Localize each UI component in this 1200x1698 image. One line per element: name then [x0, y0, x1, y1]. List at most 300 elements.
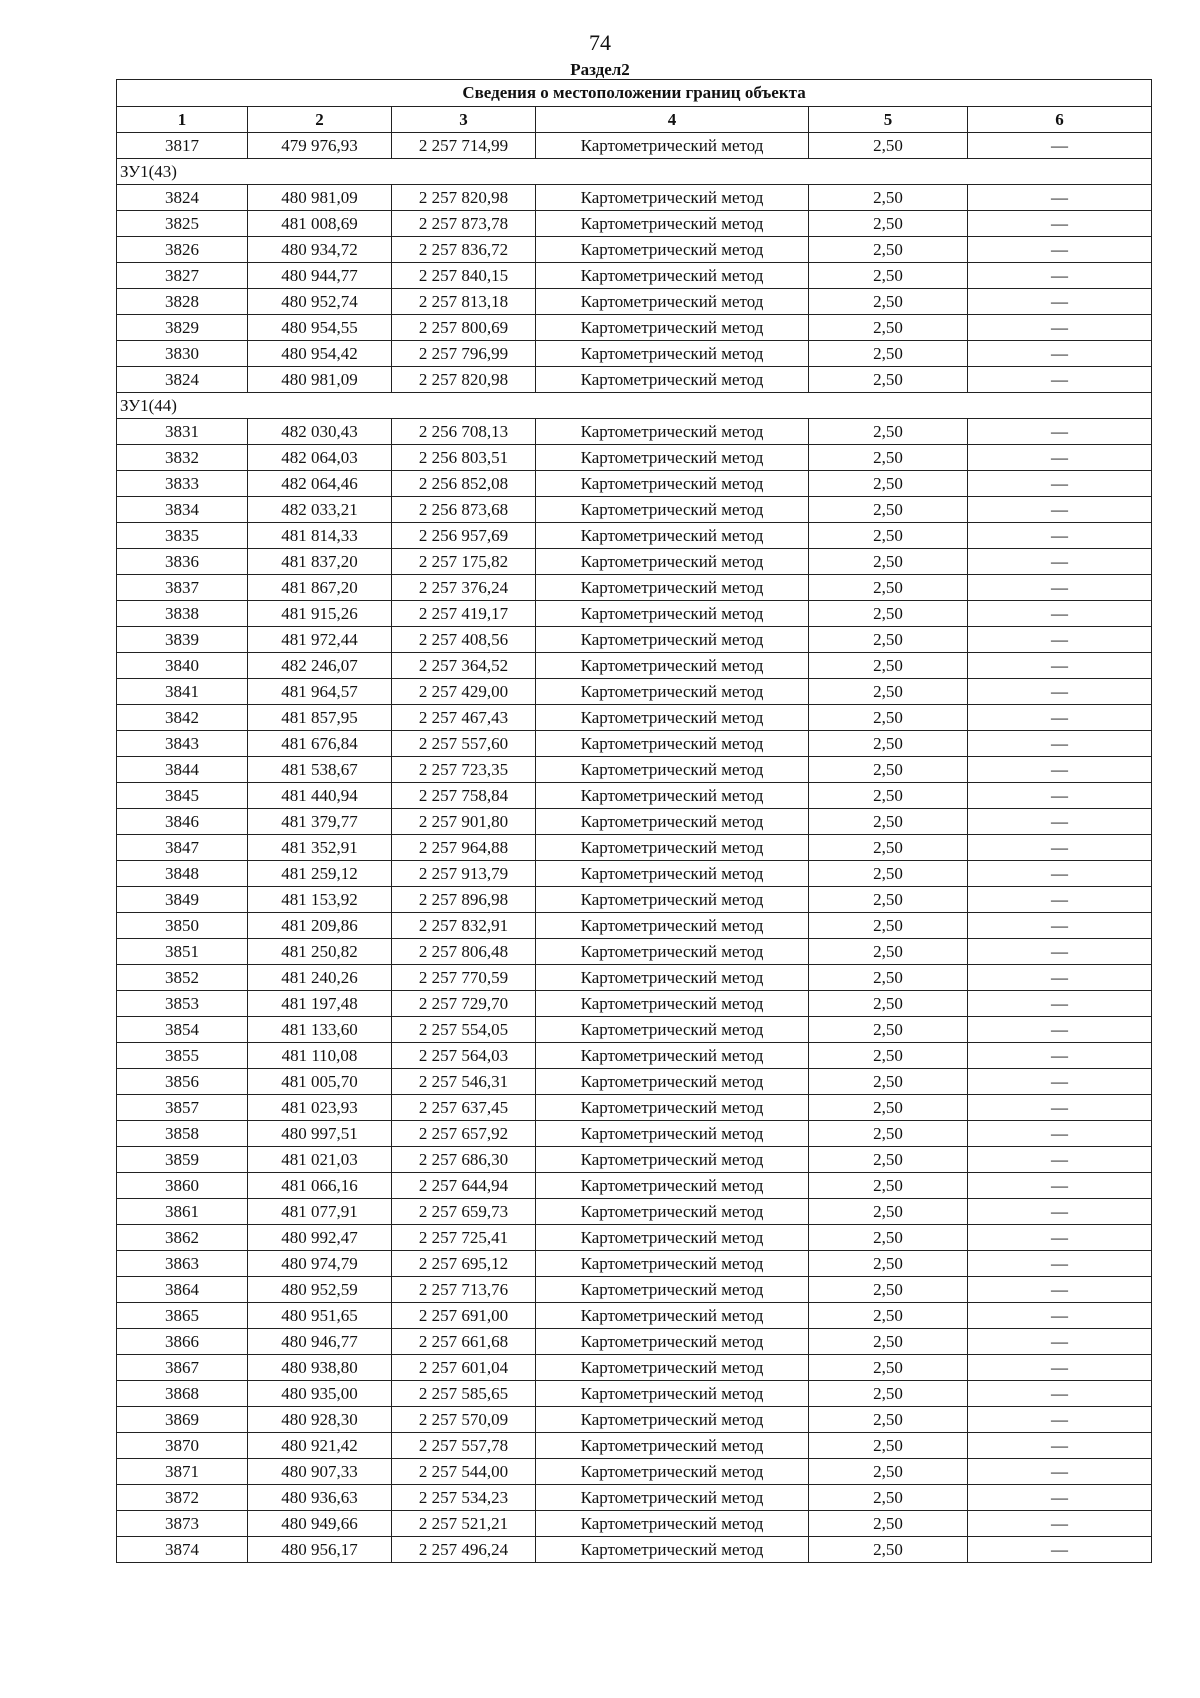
cell-point-number: 3830 — [117, 341, 248, 367]
cell-coord-x: 480 907,33 — [248, 1459, 392, 1485]
table-row — [117, 1043, 1152, 1069]
cell-coord-x: 481 259,12 — [248, 861, 392, 887]
cell-description: — — [968, 757, 1152, 783]
page-number: 74 — [589, 30, 611, 55]
cell-coord-y: 2 257 832,91 — [392, 913, 536, 939]
cell-coord-y: 2 257 467,43 — [392, 705, 536, 731]
cell-method: Картометрический метод — [536, 185, 809, 211]
cell-method: Картометрический метод — [536, 1017, 809, 1043]
cell-coord-y: 2 257 644,94 — [392, 1173, 536, 1199]
cell-point-number: 3852 — [117, 965, 248, 991]
cell-precision: 2,50 — [809, 367, 968, 393]
cell-precision: 2,50 — [809, 1147, 968, 1173]
cell-coord-x: 480 974,79 — [248, 1251, 392, 1277]
cell-point-number: 3849 — [117, 887, 248, 913]
cell-point-number: 3862 — [117, 1225, 248, 1251]
cell-point-number: 3872 — [117, 1485, 248, 1511]
table-row — [117, 133, 1152, 159]
cell-method: Картометрический метод — [536, 1511, 809, 1537]
cell-description: — — [968, 1251, 1152, 1277]
cell-description: — — [968, 1407, 1152, 1433]
cell-description: — — [968, 913, 1152, 939]
cell-coord-x: 482 033,21 — [248, 497, 392, 523]
cell-point-number: 3871 — [117, 1459, 248, 1485]
cell-coord-y: 2 257 758,84 — [392, 783, 536, 809]
cell-point-number: 3846 — [117, 809, 248, 835]
cell-coord-x: 480 934,72 — [248, 237, 392, 263]
table-row — [117, 601, 1152, 627]
table-row — [117, 1459, 1152, 1485]
cell-method: Картометрический метод — [536, 1251, 809, 1277]
table-body — [117, 133, 1152, 1563]
cell-method: Картометрический метод — [536, 1537, 809, 1563]
cell-description: — — [968, 1381, 1152, 1407]
cell-point-number: 3856 — [117, 1069, 248, 1095]
cell-coord-x: 481 153,92 — [248, 887, 392, 913]
cell-description: — — [968, 1459, 1152, 1485]
table-row — [117, 1407, 1152, 1433]
cell-description: — — [968, 471, 1152, 497]
cell-precision: 2,50 — [809, 341, 968, 367]
cell-coord-x: 481 133,60 — [248, 1017, 392, 1043]
table-row — [117, 523, 1152, 549]
table-row — [117, 341, 1152, 367]
cell-precision: 2,50 — [809, 575, 968, 601]
cell-coord-y: 2 257 806,48 — [392, 939, 536, 965]
cell-precision: 2,50 — [809, 497, 968, 523]
cell-point-number: 3868 — [117, 1381, 248, 1407]
cell-coord-y: 2 257 714,99 — [392, 133, 536, 159]
column-header-3: 3 — [392, 107, 536, 133]
table-row — [117, 1329, 1152, 1355]
cell-point-number: 3817 — [117, 133, 248, 159]
cell-coord-y: 2 256 957,69 — [392, 523, 536, 549]
cell-description: — — [968, 627, 1152, 653]
cell-method: Картометрический метод — [536, 237, 809, 263]
cell-coord-y: 2 257 901,80 — [392, 809, 536, 835]
cell-method: Картометрический метод — [536, 1433, 809, 1459]
cell-precision: 2,50 — [809, 809, 968, 835]
cell-method: Картометрический метод — [536, 471, 809, 497]
column-header-2: 2 — [248, 107, 392, 133]
cell-point-number: 3837 — [117, 575, 248, 601]
cell-point-number: 3844 — [117, 757, 248, 783]
cell-description: — — [968, 1095, 1152, 1121]
cell-precision: 2,50 — [809, 1459, 968, 1485]
cell-coord-y: 2 257 691,00 — [392, 1303, 536, 1329]
cell-coord-x: 481 837,20 — [248, 549, 392, 575]
table-row — [117, 1537, 1152, 1563]
cell-coord-x: 481 964,57 — [248, 679, 392, 705]
cell-coord-y: 2 257 175,82 — [392, 549, 536, 575]
cell-precision: 2,50 — [809, 185, 968, 211]
cell-method: Картометрический метод — [536, 575, 809, 601]
cell-description: — — [968, 575, 1152, 601]
cell-description: — — [968, 861, 1152, 887]
column-header-5: 5 — [809, 107, 968, 133]
cell-point-number: 3831 — [117, 419, 248, 445]
cell-precision: 2,50 — [809, 1511, 968, 1537]
cell-point-number: 3841 — [117, 679, 248, 705]
cell-precision: 2,50 — [809, 471, 968, 497]
cell-precision: 2,50 — [809, 1485, 968, 1511]
cell-coord-x: 481 250,82 — [248, 939, 392, 965]
cell-description: — — [968, 211, 1152, 237]
cell-precision: 2,50 — [809, 939, 968, 965]
table-row — [117, 419, 1152, 445]
cell-method: Картометрический метод — [536, 549, 809, 575]
cell-point-number: 3859 — [117, 1147, 248, 1173]
cell-description: — — [968, 1433, 1152, 1459]
cell-description: — — [968, 1043, 1152, 1069]
cell-point-number: 3866 — [117, 1329, 248, 1355]
table-row — [117, 809, 1152, 835]
cell-point-number: 3864 — [117, 1277, 248, 1303]
table-row — [117, 939, 1152, 965]
cell-description: — — [968, 185, 1152, 211]
cell-coord-x: 481 915,26 — [248, 601, 392, 627]
cell-method: Картометрический метод — [536, 497, 809, 523]
cell-description: — — [968, 263, 1152, 289]
cell-coord-x: 480 951,65 — [248, 1303, 392, 1329]
group-label: ЗУ1(43) — [117, 159, 1152, 185]
cell-point-number: 3857 — [117, 1095, 248, 1121]
cell-method: Картометрический метод — [536, 419, 809, 445]
cell-precision: 2,50 — [809, 653, 968, 679]
cell-method: Картометрический метод — [536, 809, 809, 835]
cell-coord-y: 2 257 913,79 — [392, 861, 536, 887]
cell-coord-x: 482 064,03 — [248, 445, 392, 471]
cell-method: Картометрический метод — [536, 1407, 809, 1433]
cell-description: — — [968, 1173, 1152, 1199]
cell-precision: 2,50 — [809, 1537, 968, 1563]
cell-precision: 2,50 — [809, 1303, 968, 1329]
cell-coord-x: 481 077,91 — [248, 1199, 392, 1225]
cell-precision: 2,50 — [809, 1043, 968, 1069]
cell-description: — — [968, 1147, 1152, 1173]
cell-point-number: 3845 — [117, 783, 248, 809]
cell-coord-x: 481 867,20 — [248, 575, 392, 601]
cell-coord-x: 481 538,67 — [248, 757, 392, 783]
table-row — [117, 679, 1152, 705]
cell-description: — — [968, 315, 1152, 341]
cell-coord-y: 2 257 601,04 — [392, 1355, 536, 1381]
cell-method: Картометрический метод — [536, 705, 809, 731]
cell-method: Картометрический метод — [536, 1147, 809, 1173]
cell-coord-x: 480 921,42 — [248, 1433, 392, 1459]
cell-method: Картометрический метод — [536, 1199, 809, 1225]
cell-description: — — [968, 1225, 1152, 1251]
cell-description: — — [968, 133, 1152, 159]
cell-coord-y: 2 257 729,70 — [392, 991, 536, 1017]
cell-precision: 2,50 — [809, 601, 968, 627]
table-row — [117, 861, 1152, 887]
cell-method: Картометрический метод — [536, 1381, 809, 1407]
cell-precision: 2,50 — [809, 679, 968, 705]
cell-description: — — [968, 835, 1152, 861]
cell-coord-y: 2 257 557,78 — [392, 1433, 536, 1459]
table-row — [117, 991, 1152, 1017]
cell-method: Картометрический метод — [536, 1121, 809, 1147]
cell-point-number: 3827 — [117, 263, 248, 289]
table-row — [117, 575, 1152, 601]
table-row — [117, 367, 1152, 393]
cell-point-number: 3824 — [117, 367, 248, 393]
cell-coord-x: 480 946,77 — [248, 1329, 392, 1355]
cell-coord-y: 2 257 429,00 — [392, 679, 536, 705]
cell-coord-y: 2 257 534,23 — [392, 1485, 536, 1511]
cell-description: — — [968, 991, 1152, 1017]
cell-point-number: 3850 — [117, 913, 248, 939]
cell-description: — — [968, 1277, 1152, 1303]
cell-precision: 2,50 — [809, 965, 968, 991]
cell-coord-x: 481 197,48 — [248, 991, 392, 1017]
cell-description: — — [968, 549, 1152, 575]
table-row — [117, 835, 1152, 861]
cell-method: Картометрический метод — [536, 861, 809, 887]
cell-precision: 2,50 — [809, 705, 968, 731]
cell-coord-x: 481 008,69 — [248, 211, 392, 237]
cell-description: — — [968, 367, 1152, 393]
cell-method: Картометрический метод — [536, 367, 809, 393]
cell-description: — — [968, 965, 1152, 991]
boundary-table — [116, 79, 1152, 1563]
cell-point-number: 3851 — [117, 939, 248, 965]
cell-point-number: 3874 — [117, 1537, 248, 1563]
cell-coord-y: 2 257 686,30 — [392, 1147, 536, 1173]
cell-method: Картометрический метод — [536, 601, 809, 627]
table-row — [117, 757, 1152, 783]
cell-point-number: 3839 — [117, 627, 248, 653]
cell-method: Картометрический метод — [536, 1043, 809, 1069]
cell-coord-y: 2 257 723,35 — [392, 757, 536, 783]
cell-coord-y: 2 257 840,15 — [392, 263, 536, 289]
cell-point-number: 3853 — [117, 991, 248, 1017]
cell-precision: 2,50 — [809, 289, 968, 315]
cell-description: — — [968, 1485, 1152, 1511]
table-row — [117, 1485, 1152, 1511]
cell-method: Картометрический метод — [536, 913, 809, 939]
cell-precision: 2,50 — [809, 315, 968, 341]
cell-coord-x: 480 949,66 — [248, 1511, 392, 1537]
cell-coord-y: 2 257 820,98 — [392, 185, 536, 211]
cell-method: Картометрический метод — [536, 1329, 809, 1355]
cell-coord-x: 481 240,26 — [248, 965, 392, 991]
table-row — [117, 1355, 1152, 1381]
cell-point-number: 3840 — [117, 653, 248, 679]
cell-precision: 2,50 — [809, 1355, 968, 1381]
cell-coord-y: 2 257 896,98 — [392, 887, 536, 913]
cell-method: Картометрический метод — [536, 315, 809, 341]
cell-point-number: 3873 — [117, 1511, 248, 1537]
cell-precision: 2,50 — [809, 1017, 968, 1043]
cell-description: — — [968, 887, 1152, 913]
cell-point-number: 3860 — [117, 1173, 248, 1199]
cell-description: — — [968, 1199, 1152, 1225]
cell-method: Картометрический метод — [536, 939, 809, 965]
table-row — [117, 1069, 1152, 1095]
cell-coord-x: 481 676,84 — [248, 731, 392, 757]
table-row — [117, 627, 1152, 653]
table-row — [117, 549, 1152, 575]
cell-precision: 2,50 — [809, 757, 968, 783]
cell-point-number: 3848 — [117, 861, 248, 887]
cell-precision: 2,50 — [809, 1173, 968, 1199]
cell-precision: 2,50 — [809, 835, 968, 861]
cell-point-number: 3869 — [117, 1407, 248, 1433]
cell-point-number: 3825 — [117, 211, 248, 237]
column-header-4: 4 — [536, 107, 809, 133]
cell-description: — — [968, 1329, 1152, 1355]
cell-precision: 2,50 — [809, 549, 968, 575]
cell-method: Картометрический метод — [536, 1303, 809, 1329]
cell-coord-y: 2 257 813,18 — [392, 289, 536, 315]
cell-coord-y: 2 256 708,13 — [392, 419, 536, 445]
table-row — [117, 263, 1152, 289]
cell-precision: 2,50 — [809, 133, 968, 159]
cell-coord-x: 481 066,16 — [248, 1173, 392, 1199]
cell-coord-y: 2 257 419,17 — [392, 601, 536, 627]
cell-coord-x: 481 209,86 — [248, 913, 392, 939]
cell-coord-x: 480 935,00 — [248, 1381, 392, 1407]
table-row — [117, 1121, 1152, 1147]
cell-coord-y: 2 257 521,21 — [392, 1511, 536, 1537]
table-row — [117, 185, 1152, 211]
group-row — [117, 393, 1152, 419]
cell-point-number: 3835 — [117, 523, 248, 549]
cell-precision: 2,50 — [809, 627, 968, 653]
cell-precision: 2,50 — [809, 1121, 968, 1147]
cell-coord-x: 481 972,44 — [248, 627, 392, 653]
cell-coord-x: 480 997,51 — [248, 1121, 392, 1147]
cell-coord-y: 2 256 873,68 — [392, 497, 536, 523]
cell-coord-x: 480 928,30 — [248, 1407, 392, 1433]
cell-coord-x: 481 857,95 — [248, 705, 392, 731]
cell-method: Картометрический метод — [536, 1095, 809, 1121]
cell-precision: 2,50 — [809, 1329, 968, 1355]
cell-description: — — [968, 445, 1152, 471]
cell-coord-x: 481 110,08 — [248, 1043, 392, 1069]
cell-coord-x: 481 379,77 — [248, 809, 392, 835]
cell-precision: 2,50 — [809, 1225, 968, 1251]
cell-method: Картометрический метод — [536, 1225, 809, 1251]
cell-description: — — [968, 497, 1152, 523]
cell-coord-x: 480 981,09 — [248, 185, 392, 211]
cell-coord-x: 481 005,70 — [248, 1069, 392, 1095]
cell-coord-y: 2 257 836,72 — [392, 237, 536, 263]
cell-precision: 2,50 — [809, 445, 968, 471]
table-row — [117, 887, 1152, 913]
cell-coord-x: 480 952,59 — [248, 1277, 392, 1303]
cell-coord-x: 480 956,17 — [248, 1537, 392, 1563]
section-title: Раздел2 — [570, 60, 630, 79]
cell-coord-y: 2 257 496,24 — [392, 1537, 536, 1563]
cell-point-number: 3832 — [117, 445, 248, 471]
group-label: ЗУ1(44) — [117, 393, 1152, 419]
table-row — [117, 1381, 1152, 1407]
table-row — [117, 653, 1152, 679]
cell-description: — — [968, 939, 1152, 965]
cell-precision: 2,50 — [809, 419, 968, 445]
cell-coord-y: 2 257 661,68 — [392, 1329, 536, 1355]
cell-coord-y: 2 257 796,99 — [392, 341, 536, 367]
cell-method: Картометрический метод — [536, 783, 809, 809]
cell-coord-y: 2 257 546,31 — [392, 1069, 536, 1095]
cell-method: Картометрический метод — [536, 627, 809, 653]
cell-precision: 2,50 — [809, 783, 968, 809]
cell-description: — — [968, 1303, 1152, 1329]
cell-method: Картометрический метод — [536, 1173, 809, 1199]
cell-coord-y: 2 257 657,92 — [392, 1121, 536, 1147]
group-row — [117, 159, 1152, 185]
cell-precision: 2,50 — [809, 861, 968, 887]
cell-description: — — [968, 523, 1152, 549]
cell-precision: 2,50 — [809, 991, 968, 1017]
cell-method: Картометрический метод — [536, 289, 809, 315]
cell-description: — — [968, 809, 1152, 835]
table-row — [117, 731, 1152, 757]
cell-method: Картометрический метод — [536, 991, 809, 1017]
table-row — [117, 1095, 1152, 1121]
table-row — [117, 211, 1152, 237]
cell-method: Картометрический метод — [536, 1069, 809, 1095]
table-row — [117, 289, 1152, 315]
cell-coord-y: 2 257 544,00 — [392, 1459, 536, 1485]
cell-point-number: 3834 — [117, 497, 248, 523]
table-row — [117, 913, 1152, 939]
cell-coord-x: 479 976,93 — [248, 133, 392, 159]
cell-description: — — [968, 1017, 1152, 1043]
cell-method: Картометрический метод — [536, 263, 809, 289]
table-row — [117, 1147, 1152, 1173]
cell-point-number: 3861 — [117, 1199, 248, 1225]
cell-method: Картометрический метод — [536, 1485, 809, 1511]
cell-coord-x: 481 814,33 — [248, 523, 392, 549]
cell-coord-y: 2 257 376,24 — [392, 575, 536, 601]
cell-precision: 2,50 — [809, 1277, 968, 1303]
cell-description: — — [968, 679, 1152, 705]
cell-coord-x: 481 352,91 — [248, 835, 392, 861]
table-row — [117, 1251, 1152, 1277]
table-row — [117, 237, 1152, 263]
table-row — [117, 445, 1152, 471]
cell-coord-x: 482 030,43 — [248, 419, 392, 445]
cell-coord-y: 2 257 364,52 — [392, 653, 536, 679]
cell-precision: 2,50 — [809, 211, 968, 237]
table-row — [117, 497, 1152, 523]
cell-coord-x: 480 954,55 — [248, 315, 392, 341]
cell-point-number: 3858 — [117, 1121, 248, 1147]
cell-point-number: 3842 — [117, 705, 248, 731]
cell-point-number: 3863 — [117, 1251, 248, 1277]
cell-coord-y: 2 257 800,69 — [392, 315, 536, 341]
cell-method: Картометрический метод — [536, 523, 809, 549]
cell-precision: 2,50 — [809, 1381, 968, 1407]
table-row — [117, 471, 1152, 497]
cell-method: Картометрический метод — [536, 341, 809, 367]
cell-point-number: 3836 — [117, 549, 248, 575]
cell-precision: 2,50 — [809, 523, 968, 549]
column-header-1: 1 — [117, 107, 248, 133]
cell-coord-y: 2 257 564,03 — [392, 1043, 536, 1069]
cell-point-number: 3867 — [117, 1355, 248, 1381]
cell-precision: 2,50 — [809, 1433, 968, 1459]
cell-method: Картометрический метод — [536, 965, 809, 991]
cell-coord-y: 2 257 637,45 — [392, 1095, 536, 1121]
cell-precision: 2,50 — [809, 887, 968, 913]
cell-precision: 2,50 — [809, 1199, 968, 1225]
cell-description: — — [968, 341, 1152, 367]
